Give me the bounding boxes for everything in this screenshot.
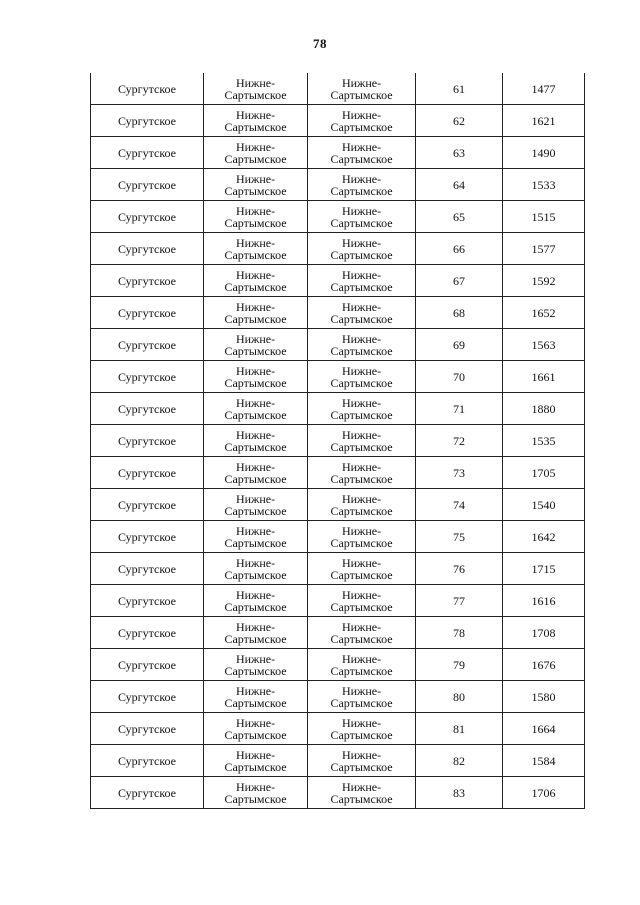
area-name-line-1: Нижне-: [235, 267, 276, 282]
well-number-cell: 62: [416, 105, 503, 137]
area-cell: [204, 745, 308, 777]
area-cell: [204, 265, 308, 297]
area-name-line-1: Нижне-: [235, 363, 276, 378]
license-name-line-2: Сартымское: [330, 791, 393, 806]
area-name-line-2: Сартымское: [224, 727, 287, 742]
table-row: [91, 553, 585, 585]
license-name-line-2: Сартымское: [330, 279, 393, 294]
field-cell: Сургутское: [91, 777, 204, 809]
area-cell: [204, 617, 308, 649]
license-name-line-2: Сартымское: [330, 247, 393, 262]
area-name-line-2: Сартымское: [224, 759, 287, 774]
field-cell: Сургутское: [91, 457, 204, 489]
area-name-line-1: Нижне-: [235, 715, 276, 730]
license-area-cell: [308, 745, 416, 777]
license-area-cell: [308, 681, 416, 713]
area-name-line-2: Сартымское: [224, 151, 287, 166]
license-name-line-1: Нижне-: [341, 459, 382, 474]
license-name-line-2: Сартымское: [330, 151, 393, 166]
license-name-line-2: Сартымское: [330, 343, 393, 358]
area-name-line-2: Сартымское: [224, 567, 287, 582]
well-number-cell: 83: [416, 777, 503, 809]
well-number-cell: 68: [416, 297, 503, 329]
area-name-line-1: Нижне-: [235, 331, 276, 346]
field-cell: Сургутское: [91, 169, 204, 201]
area-name-line-1: Нижне-: [235, 491, 276, 506]
area-name-line-1: Нижне-: [235, 427, 276, 442]
table-row: [91, 169, 585, 201]
well-number-cell: 67: [416, 265, 503, 297]
license-name-line-2: Сартымское: [330, 663, 393, 678]
table-row: [91, 297, 585, 329]
field-cell: Сургутское: [91, 649, 204, 681]
area-name-line-2: Сартымское: [224, 119, 287, 134]
license-name-line-2: Сартымское: [330, 119, 393, 134]
license-name-line-1: Нижне-: [341, 491, 382, 506]
well-number-cell: 63: [416, 137, 503, 169]
license-name-line-1: Нижне-: [341, 427, 382, 442]
depth-cell: 1584: [503, 745, 585, 777]
table-row: [91, 745, 585, 777]
area-cell: [204, 329, 308, 361]
area-name-line-1: Нижне-: [235, 107, 276, 122]
license-area-cell: [308, 137, 416, 169]
area-name-line-2: Сартымское: [224, 535, 287, 550]
area-cell: [204, 585, 308, 617]
table-row: [91, 137, 585, 169]
area-cell: [204, 361, 308, 393]
area-cell: [204, 489, 308, 521]
license-name-line-2: Сартымское: [330, 727, 393, 742]
area-cell: [204, 713, 308, 745]
well-number-cell: 82: [416, 745, 503, 777]
area-name-line-2: Сартымское: [224, 215, 287, 230]
area-cell: [204, 425, 308, 457]
table-row: [91, 457, 585, 489]
depth-cell: 1880: [503, 393, 585, 425]
table-row: [91, 521, 585, 553]
area-name-line-2: Сартымское: [224, 471, 287, 486]
field-cell: Сургутское: [91, 201, 204, 233]
field-cell: Сургутское: [91, 105, 204, 137]
well-number-cell: 78: [416, 617, 503, 649]
license-name-line-1: Нижне-: [341, 363, 382, 378]
area-name-line-1: Нижне-: [235, 395, 276, 410]
field-cell: Сургутское: [91, 393, 204, 425]
table-row: [91, 233, 585, 265]
area-cell: [204, 169, 308, 201]
license-name-line-1: Нижне-: [341, 523, 382, 538]
depth-cell: 1540: [503, 489, 585, 521]
area-name-line-2: Сартымское: [224, 311, 287, 326]
area-name-line-1: Нижне-: [235, 459, 276, 474]
field-cell: Сургутское: [91, 329, 204, 361]
field-cell: Сургутское: [91, 297, 204, 329]
depth-cell: 1661: [503, 361, 585, 393]
area-name-line-1: Нижне-: [235, 555, 276, 570]
license-name-line-1: Нижне-: [341, 651, 382, 666]
page-number: 78: [313, 36, 327, 51]
table-row: [91, 617, 585, 649]
area-cell: [204, 393, 308, 425]
area-cell: [204, 137, 308, 169]
table-row: [91, 73, 585, 105]
license-area-cell: [308, 201, 416, 233]
depth-cell: 1490: [503, 137, 585, 169]
license-area-cell: [308, 361, 416, 393]
area-name-line-1: Нижне-: [235, 75, 276, 90]
table-row: [91, 425, 585, 457]
license-area-cell: [308, 489, 416, 521]
table-row: [91, 201, 585, 233]
license-name-line-1: Нижне-: [341, 555, 382, 570]
area-name-line-2: Сартымское: [224, 343, 287, 358]
table-body: [91, 73, 585, 809]
depth-cell: 1477: [503, 73, 585, 105]
license-name-line-2: Сартымское: [330, 439, 393, 454]
license-name-line-1: Нижне-: [341, 747, 382, 762]
license-name-line-1: Нижне-: [341, 779, 382, 794]
area-name-line-1: Нижне-: [235, 299, 276, 314]
license-name-line-1: Нижне-: [341, 235, 382, 250]
table-row: [91, 105, 585, 137]
area-cell: [204, 73, 308, 105]
license-name-line-1: Нижне-: [341, 75, 382, 90]
area-name-line-1: Нижне-: [235, 203, 276, 218]
area-name-line-2: Сартымское: [224, 87, 287, 102]
area-name-line-1: Нижне-: [235, 779, 276, 794]
area-name-line-1: Нижне-: [235, 619, 276, 634]
area-name-line-2: Сартымское: [224, 407, 287, 422]
area-cell: [204, 457, 308, 489]
depth-cell: 1642: [503, 521, 585, 553]
well-number-cell: 76: [416, 553, 503, 585]
area-name-line-2: Сартымское: [224, 599, 287, 614]
well-number-cell: 81: [416, 713, 503, 745]
license-name-line-2: Сартымское: [330, 535, 393, 550]
license-name-line-1: Нижне-: [341, 139, 382, 154]
table-row: [91, 777, 585, 809]
area-name-line-2: Сартымское: [224, 663, 287, 678]
well-number-cell: 66: [416, 233, 503, 265]
depth-cell: 1664: [503, 713, 585, 745]
license-area-cell: [308, 553, 416, 585]
license-name-line-2: Сартымское: [330, 87, 393, 102]
field-cell: Сургутское: [91, 553, 204, 585]
table-row: [91, 585, 585, 617]
depth-cell: 1676: [503, 649, 585, 681]
area-cell: [204, 105, 308, 137]
field-cell: Сургутское: [91, 585, 204, 617]
license-area-cell: [308, 265, 416, 297]
license-area-cell: [308, 777, 416, 809]
depth-cell: 1592: [503, 265, 585, 297]
wells-table: [90, 73, 585, 809]
well-number-cell: 75: [416, 521, 503, 553]
area-name-line-2: Сартымское: [224, 791, 287, 806]
area-cell: [204, 649, 308, 681]
depth-cell: 1535: [503, 425, 585, 457]
field-cell: Сургутское: [91, 681, 204, 713]
field-cell: Сургутское: [91, 521, 204, 553]
license-area-cell: [308, 329, 416, 361]
license-name-line-1: Нижне-: [341, 267, 382, 282]
field-cell: Сургутское: [91, 617, 204, 649]
area-name-line-1: Нижне-: [235, 651, 276, 666]
depth-cell: 1706: [503, 777, 585, 809]
area-cell: [204, 777, 308, 809]
area-cell: [204, 201, 308, 233]
license-name-line-1: Нижне-: [341, 715, 382, 730]
license-name-line-2: Сартымское: [330, 503, 393, 518]
well-number-cell: 64: [416, 169, 503, 201]
area-name-line-1: Нижне-: [235, 235, 276, 250]
depth-cell: 1515: [503, 201, 585, 233]
license-area-cell: [308, 617, 416, 649]
area-name-line-2: Сартымское: [224, 439, 287, 454]
table-row: [91, 265, 585, 297]
well-number-cell: 74: [416, 489, 503, 521]
field-cell: Сургутское: [91, 361, 204, 393]
license-area-cell: [308, 105, 416, 137]
area-name-line-1: Нижне-: [235, 171, 276, 186]
area-name-line-2: Сартымское: [224, 183, 287, 198]
license-name-line-2: Сартымское: [330, 567, 393, 582]
area-name-line-1: Нижне-: [235, 587, 276, 602]
field-cell: Сургутское: [91, 265, 204, 297]
area-name-line-1: Нижне-: [235, 747, 276, 762]
well-number-cell: 65: [416, 201, 503, 233]
license-area-cell: [308, 585, 416, 617]
license-area-cell: [308, 713, 416, 745]
depth-cell: 1533: [503, 169, 585, 201]
license-area-cell: [308, 393, 416, 425]
well-number-cell: 80: [416, 681, 503, 713]
field-cell: Сургутское: [91, 233, 204, 265]
well-number-cell: 77: [416, 585, 503, 617]
well-number-cell: 72: [416, 425, 503, 457]
well-number-cell: 70: [416, 361, 503, 393]
field-cell: Сургутское: [91, 73, 204, 105]
license-area-cell: [308, 73, 416, 105]
depth-cell: 1580: [503, 681, 585, 713]
license-name-line-1: Нижне-: [341, 299, 382, 314]
depth-cell: 1616: [503, 585, 585, 617]
well-number-cell: 69: [416, 329, 503, 361]
table-row: [91, 361, 585, 393]
license-name-line-2: Сартымское: [330, 311, 393, 326]
license-name-line-2: Сартымское: [330, 215, 393, 230]
well-number-cell: 71: [416, 393, 503, 425]
license-name-line-1: Нижне-: [341, 683, 382, 698]
field-cell: Сургутское: [91, 425, 204, 457]
area-cell: [204, 521, 308, 553]
table-row: [91, 681, 585, 713]
well-number-cell: 79: [416, 649, 503, 681]
depth-cell: 1708: [503, 617, 585, 649]
license-name-line-2: Сартымское: [330, 759, 393, 774]
depth-cell: 1652: [503, 297, 585, 329]
well-number-cell: 73: [416, 457, 503, 489]
field-cell: Сургутское: [91, 137, 204, 169]
license-name-line-1: Нижне-: [341, 331, 382, 346]
field-cell: Сургутское: [91, 713, 204, 745]
license-area-cell: [308, 649, 416, 681]
license-name-line-1: Нижне-: [341, 107, 382, 122]
license-area-cell: [308, 521, 416, 553]
area-name-line-2: Сартымское: [224, 631, 287, 646]
table-row: [91, 489, 585, 521]
license-name-line-2: Сартымское: [330, 631, 393, 646]
area-name-line-2: Сартымское: [224, 279, 287, 294]
license-name-line-1: Нижне-: [341, 171, 382, 186]
table-row: [91, 393, 585, 425]
field-cell: Сургутское: [91, 489, 204, 521]
depth-cell: 1705: [503, 457, 585, 489]
license-name-line-2: Сартымское: [330, 471, 393, 486]
area-name-line-1: Нижне-: [235, 683, 276, 698]
license-name-line-2: Сартымское: [330, 407, 393, 422]
license-area-cell: [308, 425, 416, 457]
license-name-line-2: Сартымское: [330, 183, 393, 198]
license-name-line-1: Нижне-: [341, 619, 382, 634]
license-area-cell: [308, 297, 416, 329]
area-name-line-2: Сартымское: [224, 247, 287, 262]
area-cell: [204, 233, 308, 265]
area-cell: [204, 553, 308, 585]
license-area-cell: [308, 169, 416, 201]
area-name-line-1: Нижне-: [235, 139, 276, 154]
license-name-line-1: Нижне-: [341, 395, 382, 410]
area-name-line-1: Нижне-: [235, 523, 276, 538]
license-name-line-1: Нижне-: [341, 203, 382, 218]
well-number-cell: 61: [416, 73, 503, 105]
area-cell: [204, 297, 308, 329]
area-cell: [204, 681, 308, 713]
table-row: [91, 649, 585, 681]
table-row: [91, 713, 585, 745]
table-row: [91, 329, 585, 361]
license-area-cell: [308, 457, 416, 489]
area-name-line-2: Сартымское: [224, 695, 287, 710]
license-name-line-1: Нижне-: [341, 587, 382, 602]
depth-cell: 1577: [503, 233, 585, 265]
depth-cell: 1621: [503, 105, 585, 137]
field-cell: Сургутское: [91, 745, 204, 777]
depth-cell: 1715: [503, 553, 585, 585]
license-name-line-2: Сартымское: [330, 695, 393, 710]
area-name-line-2: Сартымское: [224, 375, 287, 390]
license-name-line-2: Сартымское: [330, 599, 393, 614]
depth-cell: 1563: [503, 329, 585, 361]
license-area-cell: [308, 233, 416, 265]
area-name-line-2: Сартымское: [224, 503, 287, 518]
license-name-line-2: Сартымское: [330, 375, 393, 390]
